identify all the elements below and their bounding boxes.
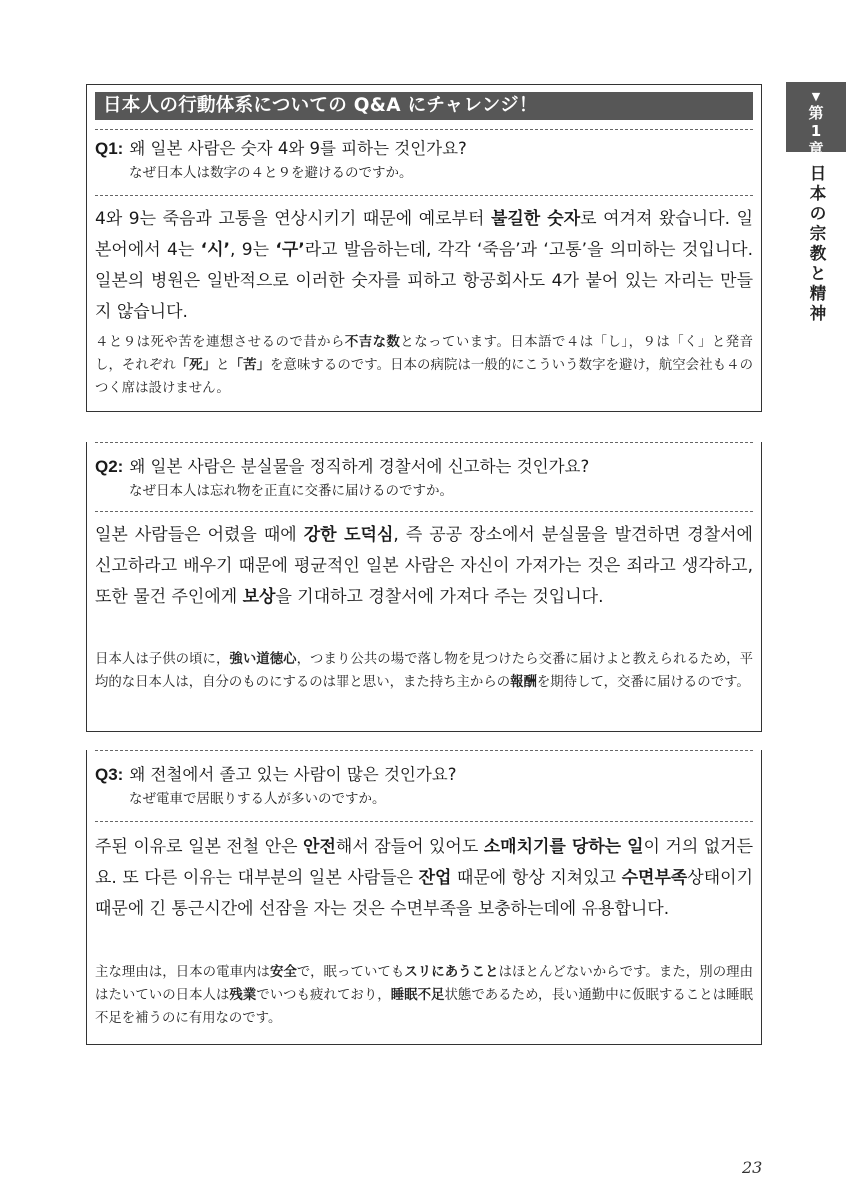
- answer-ko: [95, 520, 753, 613]
- question-ko-text: 왜 일본 사람은 숫자 4와 9를 피하는 것인가요?: [129, 139, 467, 158]
- answer-text: 주된 이유로 일본 전철 안은: [95, 837, 304, 857]
- answer-text: 해서 잠들어 있어도: [335, 837, 484, 857]
- answer-keyword: 睡眠不足: [390, 988, 445, 1003]
- chapter-title-char: 本: [809, 184, 827, 203]
- divider: [95, 750, 753, 751]
- question-ko-text: 왜 일본 사람은 분실물을 정직하게 경찰서에 신고하는 것인가요?: [129, 457, 590, 476]
- answer-text: 때문에 항상 지쳐있고: [451, 868, 622, 888]
- page-number: 23: [742, 1158, 763, 1177]
- section-title: 日本人の行動体系についての Q&A にチャレンジ！: [95, 92, 753, 120]
- answer-text: 主な理由は，日本の電車内は: [95, 965, 270, 980]
- triangle-down-icon: ▼: [811, 90, 821, 103]
- answer-keyword: スリにあうこと: [404, 965, 499, 980]
- question-ko: [95, 138, 753, 160]
- answer-text: を期待して，交番に届けるのです。: [536, 675, 750, 690]
- chapter-title-char: 教: [809, 244, 827, 263]
- answer-text: 日本人は子供の頃に，: [95, 652, 230, 667]
- answer-text: となっています。日本語で４は「し」，９は「く」と発音し，それぞれ: [95, 335, 754, 373]
- answer-text: 일본 사람들은 어렸을 때에: [95, 525, 304, 545]
- question-jp: なぜ日本人は数字の４と９を避けるのですか。: [129, 165, 413, 181]
- question-label: Q3:: [95, 765, 124, 784]
- chapter-title-char: 宗: [809, 224, 827, 243]
- question-jp: なぜ電車で居眠りする人が多いのですか。: [129, 791, 386, 807]
- chapter-title-char: 精: [809, 284, 827, 303]
- answer-keyword: 「苦」: [229, 358, 271, 373]
- qa-box-2: [86, 442, 762, 732]
- answer-keyword: 「死」: [175, 358, 217, 373]
- answer-text: 로 여겨져 왔습니다. 일본어에서 4는: [95, 209, 754, 260]
- chapter-char: 1: [810, 122, 822, 140]
- answer-keyword: 強い道徳心: [229, 652, 297, 667]
- divider: [95, 821, 753, 822]
- answer-keyword: 잔업: [418, 868, 452, 888]
- question-ko: [95, 456, 753, 478]
- answer-text: ４と９は死や苦を連想させるので昔から: [95, 335, 345, 350]
- answer-keyword: 수면부족: [621, 868, 688, 888]
- answer-keyword: ‘시’: [200, 240, 230, 260]
- answer-keyword: 강한 도덕심: [303, 525, 394, 545]
- answer-keyword: ‘구’: [275, 240, 305, 260]
- chapter-title-char: 日: [809, 164, 827, 183]
- answer-ko: [95, 204, 753, 328]
- answer-jp: [95, 961, 753, 1030]
- answer-keyword: 안전: [303, 837, 336, 857]
- chapter-title-vertical: [808, 164, 828, 324]
- answer-text: 이 거의 없거든요. 또 다른 이유는 대부분의 일본 사람들은: [95, 837, 754, 888]
- divider: [95, 511, 753, 512]
- answer-text: , 즉 공공 장소에서 분실물을 발견하면 경찰서에 신고하라고 배우기 때문에 평균적인 일본 사람은 자신이 가져가는 것은 죄라고 생각하고, 또한 물건 주인에게: [95, 525, 753, 607]
- chapter-title-char: の: [809, 204, 827, 223]
- question-label: Q2:: [95, 457, 124, 476]
- answer-text: 4와 9는 죽음과 고통을 연상시키기 때문에 예로부터: [95, 209, 491, 229]
- answer-keyword: 불길한 숫자: [490, 209, 581, 229]
- answer-jp: [95, 331, 753, 400]
- chapter-title-char: と: [809, 264, 827, 283]
- qa-box-3: [86, 750, 762, 1045]
- question-label: Q1:: [95, 139, 124, 158]
- qa-box-1: [86, 84, 762, 412]
- answer-keyword: 安全: [269, 965, 297, 980]
- question-jp: なぜ日本人は忘れ物を正直に交番に届けるのですか。: [129, 483, 453, 499]
- answer-text: と: [216, 358, 230, 373]
- question-ko-text: 왜 전철에서 졸고 있는 사람이 많은 것인가요?: [129, 765, 457, 784]
- answer-text: はほとんどないからです。また，別の理由はたいていの日本人は: [95, 965, 754, 1003]
- answer-text: 상태이기 때문에 긴 통근시간에 선잠을 자는 것은 수면부족을 보충하는데에 유용합니다.: [95, 868, 753, 919]
- divider: [95, 195, 753, 196]
- answer-text: 을 기대하고 경찰서에 가져다 주는 것입니다.: [275, 587, 604, 607]
- answer-keyword: 残業: [229, 988, 257, 1003]
- answer-text: 라고 발음하는데, 각각 ‘죽음’과 ‘고통’을 의미하는 것입니다. 일본의 병원은 일반적으로 이러한 숫자를 피하고 항공회사도 4가 붙어 있는 자리는 만들지 않습니다.: [95, 240, 754, 322]
- divider: [95, 442, 753, 443]
- divider: [95, 129, 753, 130]
- answer-keyword: 報酬: [510, 675, 537, 690]
- chapter-char: 第: [808, 104, 824, 122]
- question-ko: [95, 764, 753, 786]
- answer-keyword: 不吉な数: [344, 335, 401, 350]
- answer-keyword: 보상: [242, 587, 276, 607]
- answer-ko: [95, 832, 753, 925]
- chapter-tab: [786, 82, 846, 158]
- answer-text: でいつも疲れており，: [256, 988, 391, 1003]
- answer-text: で，眠っていても: [296, 965, 405, 980]
- answer-text: ，つまり公共の場で落し物を見つけたら交番に届けよと教えられるため，平均的な日本人は，自分のものにするのは罪と思い，また持ち主からの: [95, 652, 753, 690]
- chapter-title-char: 神: [809, 304, 827, 323]
- answer-keyword: 소매치기를 당하는 일: [483, 837, 644, 857]
- answer-text: , 9는: [230, 240, 276, 260]
- answer-jp: [95, 648, 753, 694]
- answer-text: を意味するのです。日本の病院は一般的にこういう数字を避け，航空会社も４のつく席は設けません。: [95, 358, 754, 396]
- chapter-char: 章: [808, 140, 824, 158]
- answer-text: 状態であるため，長い通勤中に仮眠することは睡眠不足を補うのに有用なのです。: [95, 988, 754, 1026]
